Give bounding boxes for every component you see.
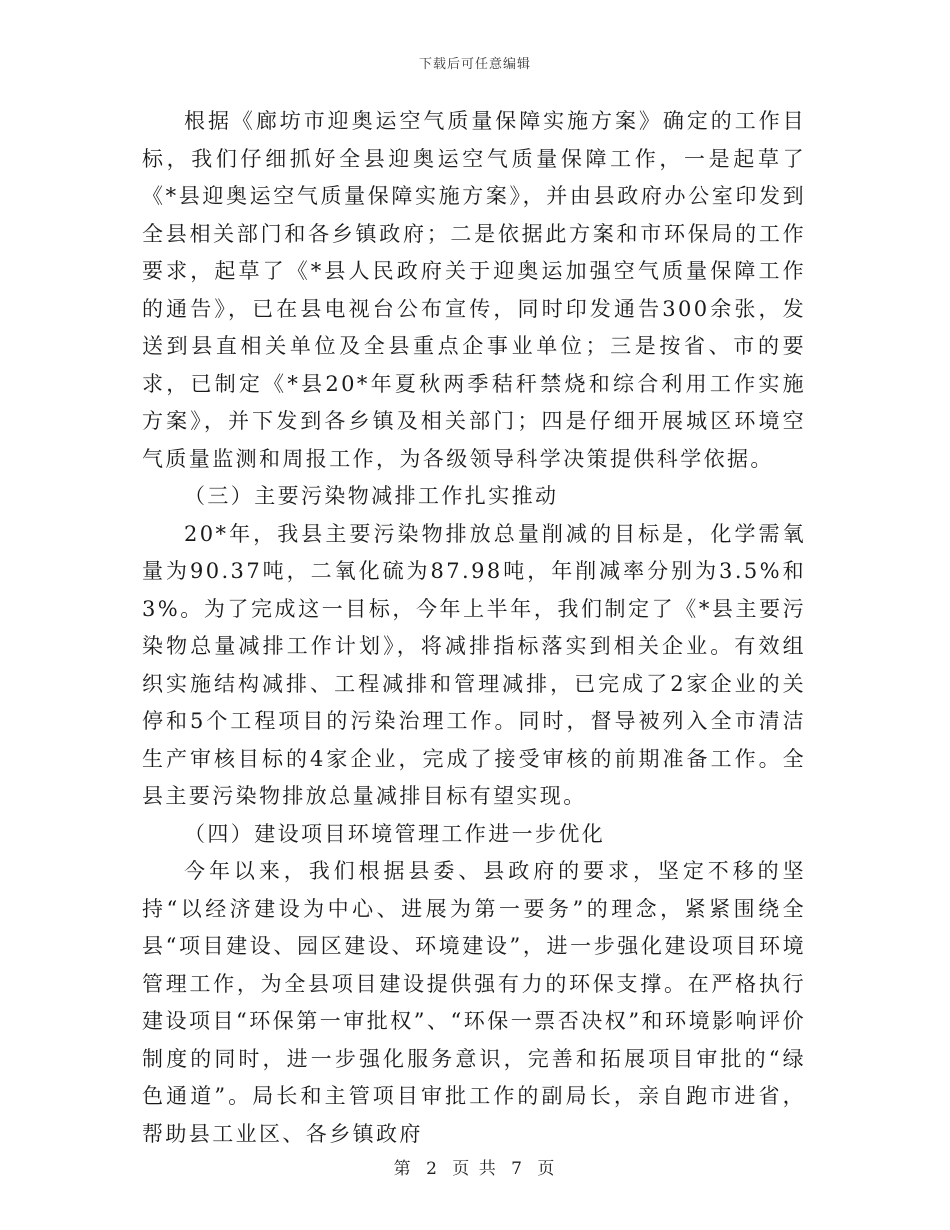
section-heading-4: （四）建设项目环境管理工作进一步优化 [184, 821, 606, 846]
footer-middle: 页 共 [452, 1159, 498, 1179]
footer-total-pages: 7 [511, 1159, 524, 1179]
page-number-footer [0, 1154, 950, 1179]
section-heading-3: （三）主要污染物减排工作扎实推动 [184, 484, 559, 508]
footer-prefix: 第 [393, 1159, 413, 1179]
document-body [142, 103, 806, 1153]
paragraph-project-management: 今年以来，我们根据县委、县政府的要求，坚定不移的坚持“以经济建设为中心、进展为第一要务”的理念，紧紧围绕全县“项目建设、园区建设、环境建设”，进一步强化建设项目环境管理工作，为全县项目建设提供强有力的环保支撑。在严格执行建设项目“环保第一审批权”、“环保一票否决权”和环境影响评价制度的同时，进一步强化服务意识，完善和拓展项目审批的“绿色通道”。局长和主管项目审批工作的副局长，亲自跑市进省，帮助县工业区、各乡镇政府 [142, 859, 806, 1146]
page-header-note: 下载后可任意编辑 [418, 57, 531, 72]
paragraph-air-quality: 根据《廊坊市迎奥运空气质量保障实施方案》确定的工作目标，我们仔细抓好全县迎奥运空气质量保障工作，一是起草了《*县迎奥运空气质量保障实施方案》，并由县政府办公室印发到全县相关部门和各乡镇政府；二是依据此方案和市环保局的工作要求，起草了《*县人民政府关于迎奥运加强空气质量保障工作的通告》，已在县电视台公布宣传，同时印发通告300余张，发送到县直相关单位及全县重点企事业单位；三是按省、市的要求，已制定《*县20*年夏秋两季秸秆禁烧和综合利用工作实施方案》，并下发到各乡镇及相关部门；四是仔细开展城区环境空气质量监测和周报工作，为各级领导科学决策提供科学依据。 [142, 109, 806, 471]
paragraph-emission-reduction: 20*年，我县主要污染物排放总量削减的目标是，化学需氧量为90.37吨，二氧化硫为87.98吨，年削减率分别为3.5%和3%。为了完成这一目标，今年上半年，我们制定了《*县主要污染物总量减排工作计划》，将减排指标落实到相关企业。有效组织实施结构减排、工程减排和管理减排，已完成了2家企业的关停和5个工程项目的污染治理工作。同时，督导被列入全市清洁生产审核目标的4家企业，完成了接受审核的前期准备工作。全县主要污染物排放总量减排目标有望实现。 [142, 521, 806, 808]
footer-suffix: 页 [537, 1159, 557, 1179]
footer-current-page: 2 [426, 1159, 439, 1179]
